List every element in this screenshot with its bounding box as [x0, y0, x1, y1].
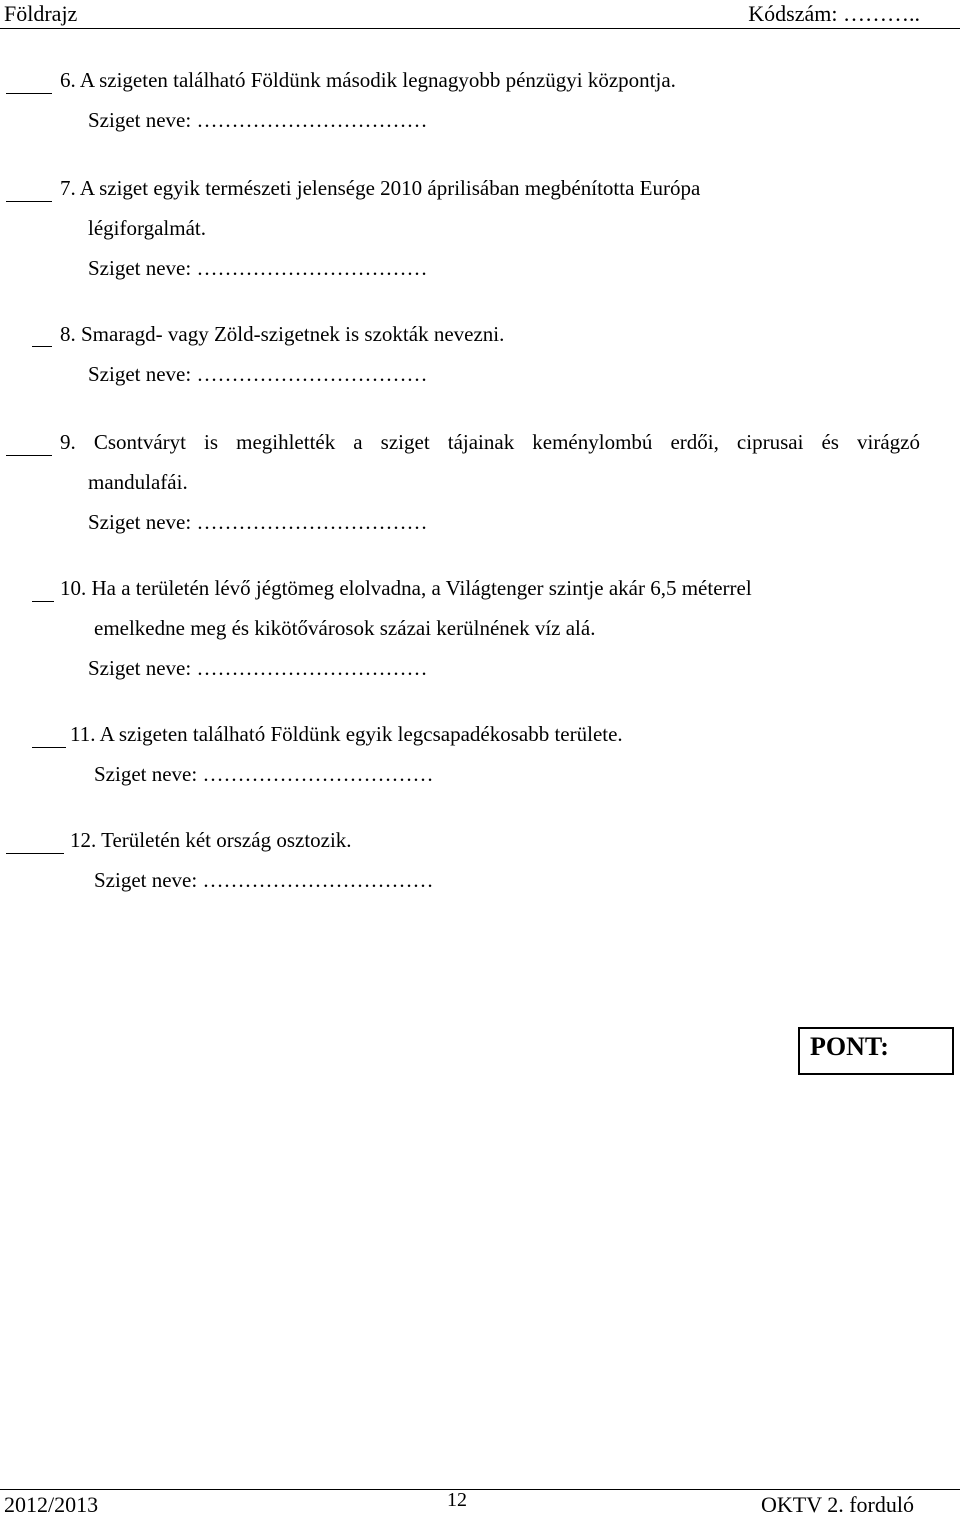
island-answer[interactable] [88, 256, 427, 281]
subject-label: Földrajz [4, 1, 78, 26]
question-text: Ha a területén lévő jégtömeg elolvadna, a Világtenger szintje akár 6,5 méterrel [91, 576, 752, 600]
question-text: A sziget egyik természeti jelensége 2010 áprilisában megbénította Európa [79, 176, 701, 200]
island-answer[interactable] [94, 762, 433, 787]
answer-dots: …………………………… [196, 108, 428, 132]
answer-label: Sziget neve: [94, 868, 198, 892]
answer-label: Sziget neve: [88, 256, 192, 280]
page-footer [0, 1489, 960, 1516]
question-number: 9. [60, 430, 76, 454]
answer-label: Sziget neve: [88, 108, 192, 132]
question-text: A szigeten található Földünk második legnagyobb pénzügyi központja. [79, 68, 676, 92]
answer-dots: …………………………… [196, 656, 428, 680]
answer-blank[interactable] [6, 201, 52, 202]
answer-dots: …………………………… [202, 868, 434, 892]
answer-label: Sziget neve: [88, 362, 192, 386]
question-text: Smaragd- vagy Zöld-szigetnek is szokták nevezni. [81, 322, 505, 346]
answer-label: Sziget neve: [94, 762, 198, 786]
question-number: 7. [60, 176, 76, 200]
question-text: Területén két ország osztozik. [101, 828, 352, 852]
answer-label: Sziget neve: [88, 510, 192, 534]
island-answer[interactable] [94, 868, 433, 893]
island-answer[interactable] [88, 362, 427, 387]
answer-blank[interactable] [32, 747, 66, 748]
answer-dots: …………………………… [202, 762, 434, 786]
question-text: Csontváryt is megihlették a sziget tájainak keménylombú erdői, ciprusai és virágzó [93, 430, 920, 454]
question-text-cont: mandulafái. [88, 470, 188, 494]
answer-dots: …………………………… [196, 510, 428, 534]
answer-blank[interactable] [32, 601, 54, 602]
answer-dots: …………………………… [196, 256, 428, 280]
question-number: 10. [60, 576, 87, 600]
question-number: 6. [60, 68, 76, 92]
question-number: 12. [70, 828, 97, 852]
island-answer[interactable] [88, 108, 427, 133]
question-text: A szigeten található Földünk egyik legcsapadékosabb területe. [99, 722, 623, 746]
competition-round: OKTV 2. forduló [761, 1492, 914, 1517]
question-number: 8. [60, 322, 76, 346]
answer-blank[interactable] [6, 93, 52, 94]
answer-label: Sziget neve: [88, 656, 192, 680]
answer-dots: …………………………… [196, 362, 428, 386]
score-label: PONT: [810, 1032, 889, 1061]
answer-blank[interactable] [32, 346, 52, 347]
question-text-cont: légiforgalmát. [88, 216, 206, 240]
code-label: Kódszám: ……….. [748, 1, 920, 26]
island-answer[interactable] [88, 510, 427, 535]
question-text-cont: emelkedne meg és kikötővárosok százai kerülnének víz alá. [94, 616, 596, 640]
question-number: 11. [70, 722, 96, 746]
school-year: 2012/2013 [4, 1492, 99, 1517]
answer-blank[interactable] [6, 455, 52, 456]
page-header [0, 0, 960, 29]
score-box[interactable] [798, 1027, 954, 1075]
island-answer[interactable] [88, 656, 427, 681]
page-number: 12 [447, 1489, 467, 1511]
answer-blank[interactable] [6, 853, 64, 854]
